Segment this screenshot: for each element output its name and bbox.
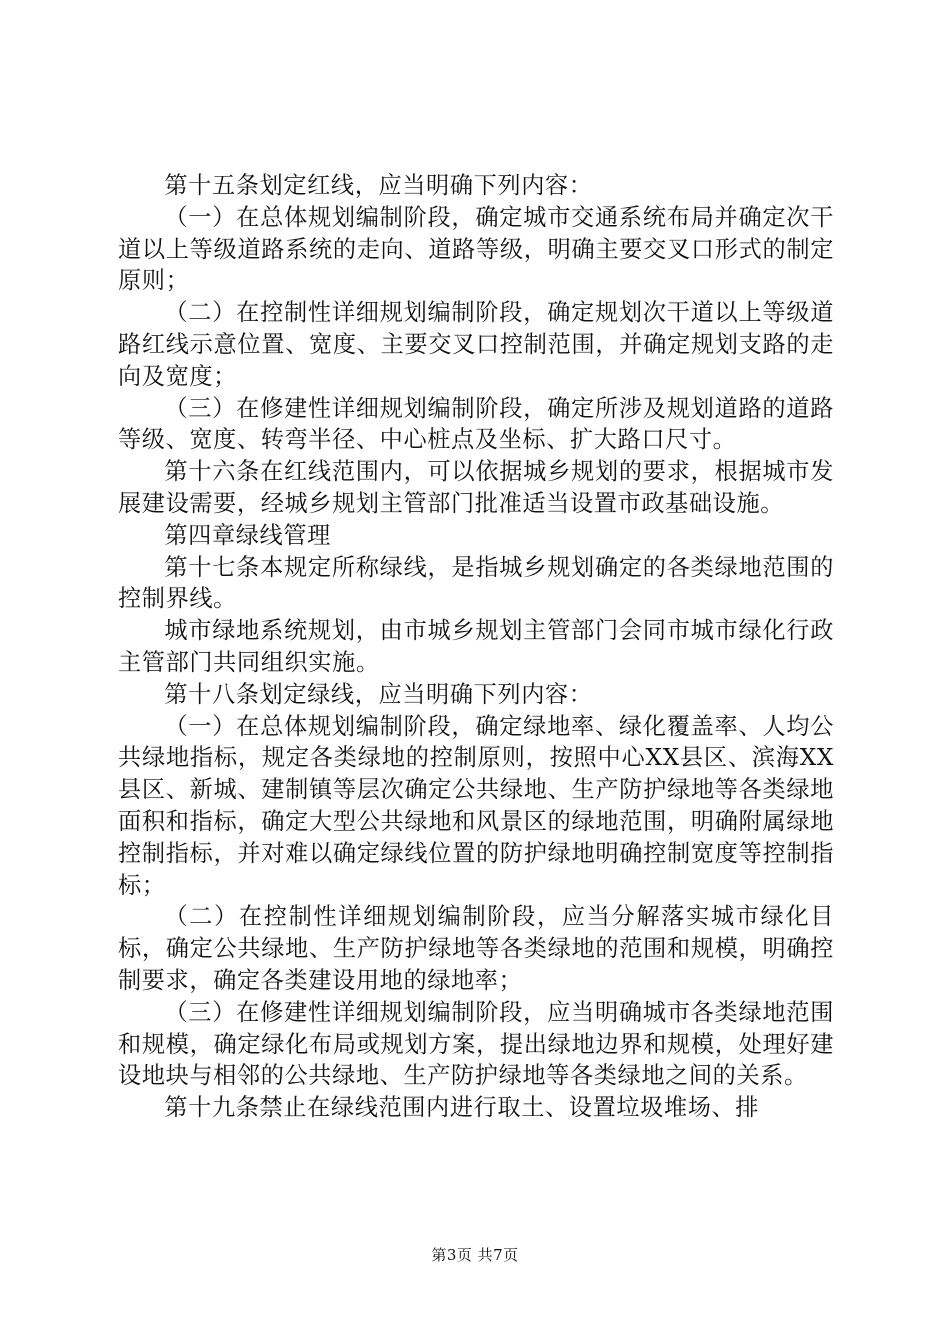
paragraph: （一）在总体规划编制阶段，确定绿地率、绿化覆盖率、人均公共绿地指标，规定各类绿地的控制原则，按照中心XX县区、滨海XX县区、新城、建制镇等层次确定公共绿地、生产防护绿地等各类绿地面积和指标，确定大型公共绿地和风景区的绿地范围，明确附属绿地控制指标，并对难以确定绿线位置的防护绿地明确控制宽度等控制指标；	[118, 712, 834, 899]
paragraph: （一）在总体规划编制阶段，确定城市交通系统布局并确定次干道以上等级道路系统的走向、道路等级，明确主要交叉口形式的制定原则；	[118, 203, 834, 295]
paragraph: 第十七条本规定所称绿线，是指城乡规划确定的各类绿地范围的控制界线。	[118, 553, 834, 613]
page-number-footer: 第3页 共7页	[431, 1246, 519, 1264]
chapter-heading: 第四章绿线管理	[164, 521, 331, 549]
document-body	[118, 170, 834, 1124]
paragraph: 第十六条在红线范围内，可以依据城乡规划的要求，根据城市发展建设需要，经城乡规划主管部门批准适当设置市政基础设施。	[118, 458, 834, 517]
paragraph: 城市绿地系统规划，由市城乡规划主管部门会同市城市绿化行政主管部门共同组织实施。	[118, 617, 834, 676]
paragraph: 第十九条禁止在绿线范围内进行取土、设置垃圾堆场、排	[164, 1094, 760, 1122]
paragraph: （三）在修建性详细规划编制阶段，确定所涉及规划道路的道路等级、宽度、转弯半径、中心桩点及坐标、扩大路口尺寸。	[118, 394, 834, 454]
paragraph: （三）在修建性详细规划编制阶段，应当明确城市各类绿地范围和规模，确定绿化布局或规划方案，提出绿地边界和规模，处理好建设地块与相邻的公共绿地、生产防护绿地等各类绿地之间的关系。	[118, 998, 834, 1090]
paragraph: 第十八条划定绿线，应当明确下列内容：	[164, 680, 593, 708]
paragraph: 第十五条划定红线，应当明确下列内容：	[164, 172, 593, 199]
paragraph: （二）在控制性详细规划编制阶段，应当分解落实城市绿化目标，确定公共绿地、生产防护绿地等各类绿地的范围和规模，明确控制要求，确定各类建设用地的绿地率；	[118, 903, 834, 994]
paragraph: （二）在控制性详细规划编制阶段，确定规划次干道以上等级道路红线示意位置、宽度、主要交叉口控制范围，并确定规划支路的走向及宽度；	[118, 299, 834, 390]
